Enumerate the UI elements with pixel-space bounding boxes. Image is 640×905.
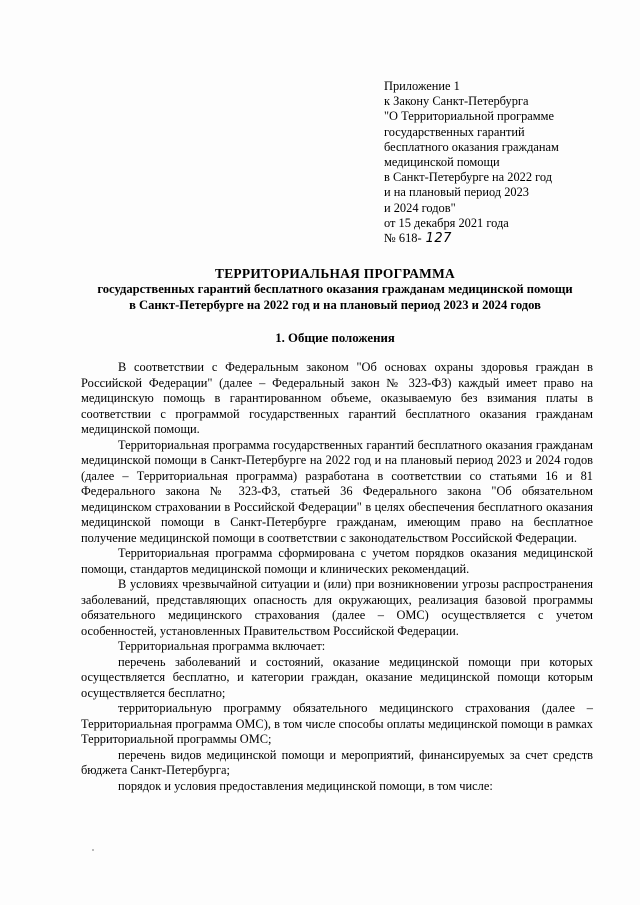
appendix-line: в Санкт-Петербурге на 2022 год — [384, 170, 553, 185]
document-subtitle-line: государственных гарантий бесплатного оказания гражданам медицинской помощи — [97, 282, 573, 296]
document-title: ТЕРРИТОРИАЛЬНАЯ ПРОГРАММА — [214, 266, 456, 281]
appendix-line: и на плановый период 2023 — [384, 185, 529, 200]
paragraph: Территориальная программа государственных гарантий бесплатного оказания гражданам медицинской помощи в Санкт-Петербурге на 2022 год и на плановый период 2023 и 2024 годов (далее – Территориальная программа) разработана в соответствии со статьями 16 и 81 Федерального закона № 323-ФЗ, статьей 36 Федерального закона "Об обязательном медицинском страховании в Российской Федерации" в целях обеспечения бесплатного оказания медицинской помощи в Санкт-Петербурге гражданам, имеющим право на бесплатное получение медицинской помощи в соответствии с законодательством Российской Федерации. — [81, 437, 593, 545]
paragraph: территориальную программу обязательного медицинского страхования (далее – Территориальная программа ОМС), в том числе способы оплаты медицинской помощи в рамках Территориальной программы ОМС; — [81, 701, 593, 746]
appendix-line: к Закону Санкт-Петербурга — [384, 94, 529, 109]
paragraph: Территориальная программа включает: — [118, 639, 326, 653]
document-subtitle-line: в Санкт-Петербурге на 2022 год и на плановый период 2023 и 2024 годов — [129, 297, 541, 312]
paragraph: перечень заболеваний и состояний, оказание медицинской помощи при которых осуществляется бесплатно, и категории граждан, оказание медицинской помощи которым осуществляется бесплатно; — [81, 654, 593, 700]
appendix-line: "О Территориальной программе — [384, 109, 554, 124]
law-number-line — [384, 231, 614, 246]
paragraph: Территориальная программа сформирована с учетом порядков оказания медицинской помощи, стандартов медицинской помощи и клинических рекомендаций. — [81, 546, 593, 576]
document-heading — [60, 266, 610, 313]
appendix-line: государственных гарантий — [384, 124, 525, 139]
scan-speck — [92, 849, 94, 851]
paragraph: перечень видов медицинской помощи и мероприятий, финансируемых за счет средств бюджета Санкт-Петербурга; — [81, 747, 593, 777]
law-number-handwritten: 127 — [425, 231, 452, 247]
document-body — [81, 360, 593, 794]
paragraph: В соответствии с Федеральным законом "Об основах охраны здоровья граждан в Российской Федерации" (далее – Федеральный закон № 323-ФЗ) каждый имеет право на медицинскую помощь в гарантированном объеме, оказываемую без взимания платы в соответствии с программой государственных гарантий бесплатного оказания гражданам медицинской помощи. — [81, 360, 593, 436]
appendix-block — [384, 79, 614, 246]
appendix-line: от 15 декабря 2021 года — [384, 215, 509, 230]
appendix-line: Приложение 1 — [384, 79, 460, 93]
appendix-line: и 2024 годов" — [384, 200, 456, 215]
appendix-line: медицинской помощи — [384, 155, 500, 170]
section-title: 1. Общие положения — [275, 331, 395, 345]
paragraph: В условиях чрезвычайной ситуации и (или) при возникновении угрозы распространения заболеваний, представляющих опасность для окружающих, реализация базовой программы обязательного медицинского страхования (далее – ОМС) осуществляется с учетом особенностей, установленных Правительством Российской Федерации. — [81, 577, 593, 638]
law-number-prefix: № 618- — [384, 231, 422, 246]
paragraph: порядок и условия предоставления медицинской помощи, в том числе: — [118, 778, 493, 793]
appendix-line: бесплатного оказания гражданам — [384, 139, 559, 154]
